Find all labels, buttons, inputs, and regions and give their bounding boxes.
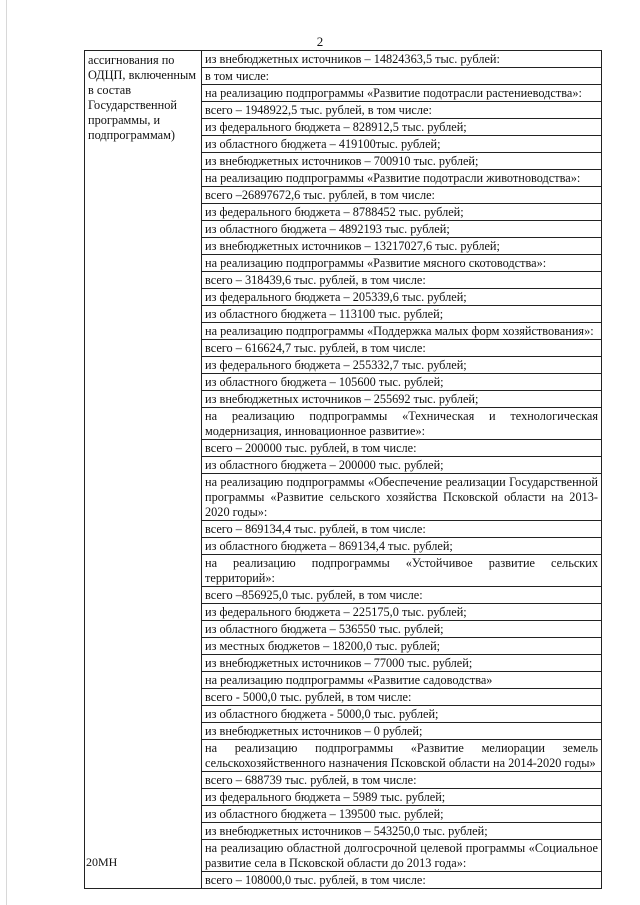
funding-line: на реализацию подпрограммы «Развитие мясного скотоводства»: (202, 255, 601, 272)
funding-line: из федерального бюджета – 8788452 тыс. рублей; (202, 204, 601, 221)
funding-line: из областного бюджета – 139500 тыс. рублей; (202, 806, 601, 823)
funding-line: всего –26897672,6 тыс. рублей, в том числе: (202, 187, 601, 204)
funding-line: на реализацию подпрограммы «Поддержка малых форм хозяйствования»: (202, 323, 601, 340)
funding-line: из федерального бюджета – 255332,7 тыс. рублей; (202, 357, 601, 374)
funding-line: на реализацию подпрограммы «Развитие садоводства» (202, 672, 601, 689)
document-code: 20МН (86, 855, 118, 869)
funding-table (84, 50, 602, 889)
funding-line: из областного бюджета – 4892193 тыс. рублей; (202, 221, 601, 238)
funding-line: всего – 1948922,5 тыс. рублей, в том числе: (202, 102, 601, 119)
funding-line: из местных бюджетов – 18200,0 тыс. рублей; (202, 638, 601, 655)
page-number: 2 (316, 34, 324, 49)
funding-line: из внебюджетных источников – 14824363,5 тыс. рублей: (202, 51, 601, 68)
funding-line: из внебюджетных источников – 77000 тыс. рублей; (202, 655, 601, 672)
funding-line: из внебюджетных источников – 543250,0 тыс. рублей; (202, 823, 601, 840)
funding-line: из федерального бюджета – 828912,5 тыс. рублей; (202, 119, 601, 136)
funding-line: всего – 108000,0 тыс. рублей, в том числе: (205, 873, 426, 887)
funding-line: на реализацию областной долгосрочной целевой программы «Социальное развитие села в Псковской области до 2013 года»: (202, 840, 601, 872)
funding-line: из областного бюджета – 419100тыс. рублей; (202, 136, 601, 153)
content-cell (202, 51, 602, 889)
funding-line: на реализацию подпрограммы «Обеспечение реализации Государственной программы «Развитие сельского хозяйства Псковской области на 2013-2020 годы»: (202, 474, 601, 521)
label-cell-text: ассигнования по ОДЦП, включенным в состав Государственной программы, и подпрограммам) (88, 53, 197, 142)
funding-line: на реализацию подпрограммы «Развитие мелиорации земель сельскохозяйственного назначения Псковской области на 2014-2020 годы» (202, 740, 601, 772)
funding-lines (202, 51, 601, 888)
funding-line: из внебюджетных источников – 255692 тыс. рублей; (202, 391, 601, 408)
funding-line: всего –856925,0 тыс. рублей, в том числе: (202, 587, 601, 604)
funding-line: из областного бюджета – 536550 тыс. рублей; (202, 621, 601, 638)
funding-line: всего – 869134,4 тыс. рублей, в том числе: (202, 521, 601, 538)
funding-line: на реализацию подпрограммы «Развитие подотрасли растениеводства»: (202, 85, 601, 102)
label-cell (85, 51, 202, 889)
funding-line: из областного бюджета – 869134,4 тыс. рублей; (202, 538, 601, 555)
scan-margin-line (6, 0, 7, 905)
funding-line: из областного бюджета – 200000 тыс. рублей; (202, 457, 601, 474)
funding-line: на реализацию подпрограммы «Устойчивое развитие сельских территорий»: (202, 555, 601, 587)
funding-line: всего - 5000,0 тыс. рублей, в том числе: (202, 689, 601, 706)
funding-line: из федерального бюджета – 205339,6 тыс. рублей; (202, 289, 601, 306)
funding-line: из областного бюджета – 105600 тыс. рублей; (202, 374, 601, 391)
funding-line: всего – 688739 тыс. рублей, в том числе: (202, 772, 601, 789)
funding-line: из областного бюджета - 5000,0 тыс. рублей; (202, 706, 601, 723)
funding-line: из федерального бюджета – 225175,0 тыс. рублей; (202, 604, 601, 621)
funding-line: из внебюджетных источников – 700910 тыс. рублей; (202, 153, 601, 170)
funding-line: из внебюджетных источников – 13217027,6 тыс. рублей; (202, 238, 601, 255)
funding-line: всего – 318439,6 тыс. рублей, в том числе: (202, 272, 601, 289)
funding-line: всего – 200000 тыс. рублей, в том числе: (202, 440, 601, 457)
funding-line: из федерального бюджета – 5989 тыс. рублей; (202, 789, 601, 806)
table-row (85, 51, 602, 889)
funding-line: в том числе: (202, 68, 601, 85)
funding-line: на реализацию подпрограммы «Техническая и технологическая модернизация, инновационное развитие»: (202, 408, 601, 440)
funding-line: из внебюджетных источников – 0 рублей; (202, 723, 601, 740)
funding-line: всего – 616624,7 тыс. рублей, в том числе: (202, 340, 601, 357)
funding-line: на реализацию подпрограммы «Развитие подотрасли животноводства»: (202, 170, 601, 187)
funding-line: из областного бюджета – 113100 тыс. рублей; (202, 306, 601, 323)
